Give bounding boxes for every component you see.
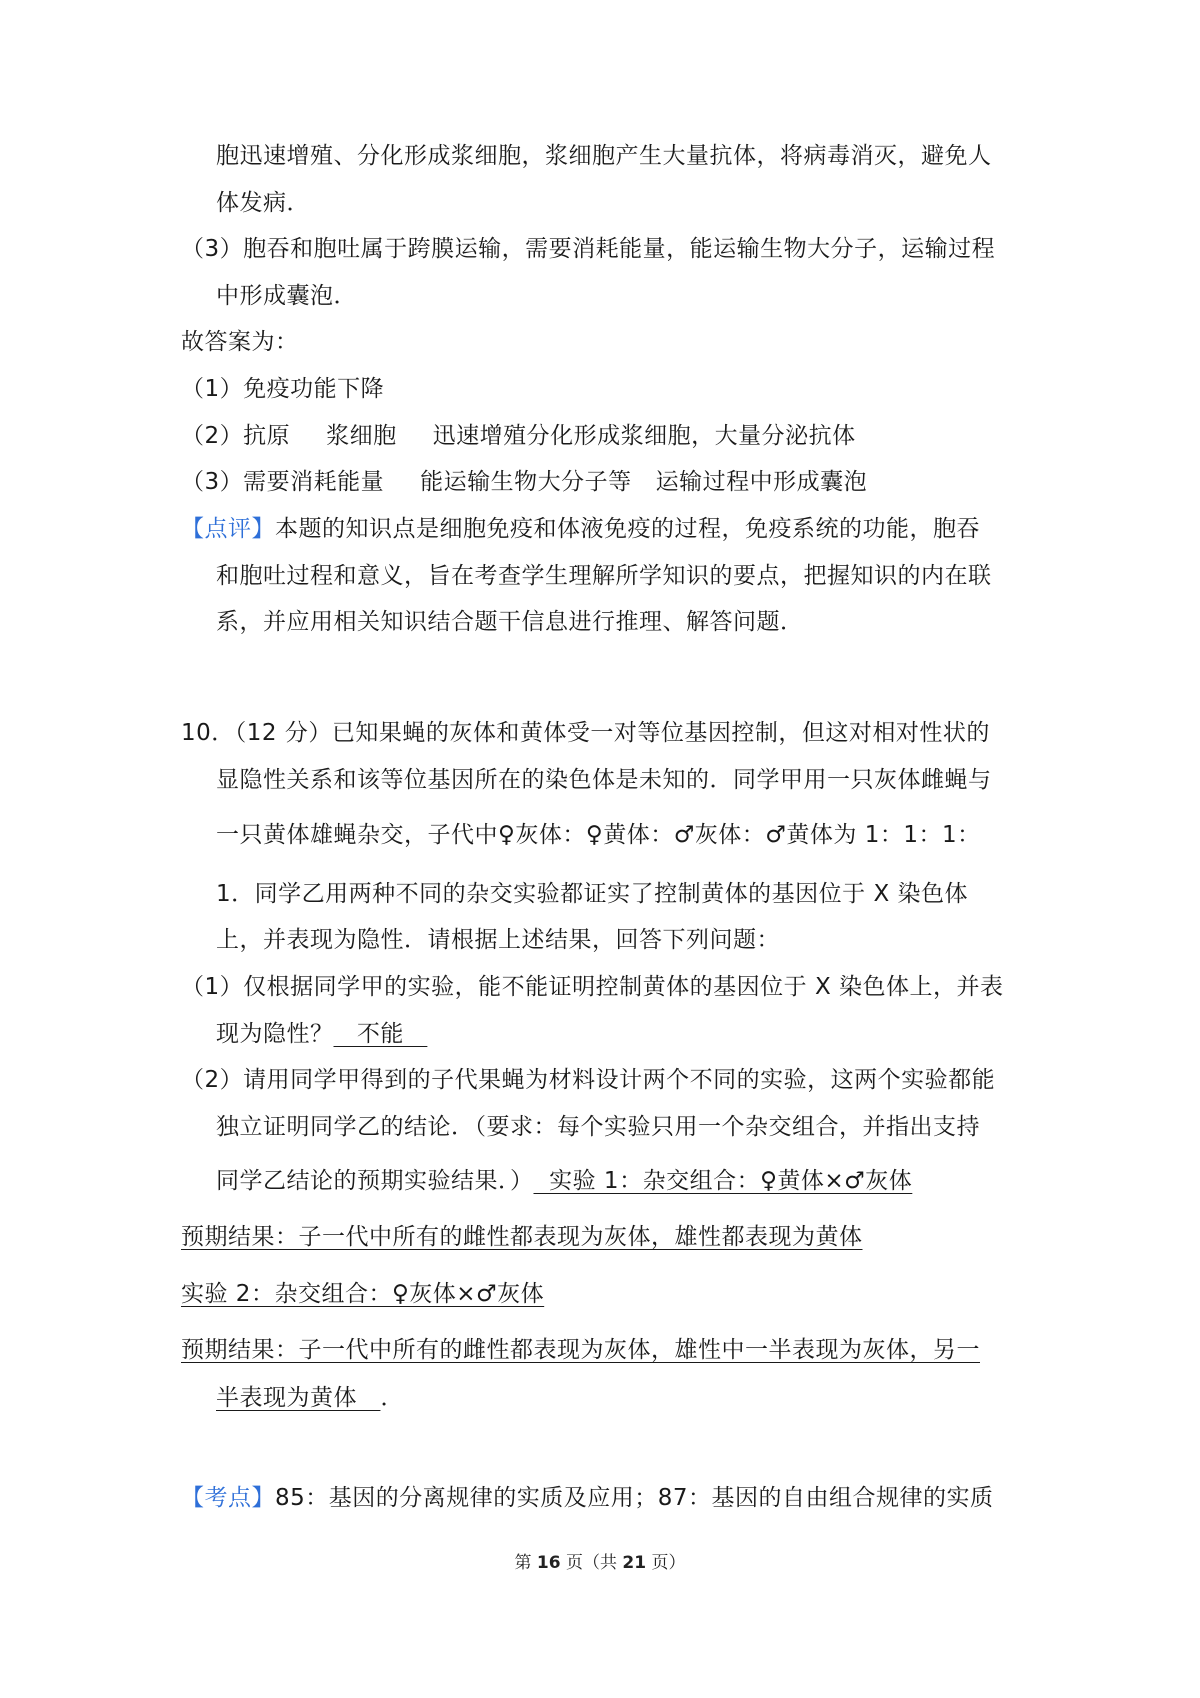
answer-part: （3）需要消耗能量 bbox=[181, 469, 385, 495]
text-line bbox=[216, 1019, 427, 1049]
filled-answer: 预期结果：子一代中所有的雌性都表现为灰体，雄性都表现为黄体 bbox=[181, 1224, 863, 1250]
total-page-number: 21 bbox=[622, 1553, 647, 1573]
question-title: 10．（12 分）已知果蝇的灰体和黄体受一对等位基因控制，但这对相对性状的 bbox=[181, 720, 990, 746]
knowledge-tag: 【考点】 bbox=[181, 1485, 275, 1511]
answer-part: （2）抗原 bbox=[181, 423, 291, 449]
text-line: 一只黄体雄蝇杂交，子代中♀灰体：♀黄体：♂灰体：♂黄体为 1：1：1： bbox=[216, 822, 981, 848]
filled-answer: 实验 1：杂交组合：♀黄体×♂灰体 bbox=[533, 1168, 913, 1194]
footer-suffix: 页） bbox=[646, 1553, 686, 1573]
page-footer bbox=[0, 1551, 1200, 1575]
answer-line: （1）免疫功能下降 bbox=[181, 376, 385, 402]
text-line: 体发病． bbox=[216, 190, 310, 216]
answer-part: 迅速增殖分化形成浆细胞，大量分泌抗体 bbox=[432, 423, 856, 449]
answer-part: 浆细胞 bbox=[326, 423, 397, 449]
question-text: 同学乙结论的预期实验结果．） bbox=[216, 1168, 534, 1194]
comment-line bbox=[181, 514, 980, 544]
text-line: 系，并应用相关知识结合题干信息进行推理、解答问题． bbox=[216, 609, 804, 635]
text-line: 和胞吐过程和意义，旨在考查学生理解所学知识的要点，把握知识的内在联 bbox=[216, 563, 992, 589]
answer-line bbox=[181, 421, 856, 451]
filled-answer: 半表现为黄体 bbox=[216, 1385, 381, 1411]
text-line: 故答案为： bbox=[181, 329, 299, 355]
comment-tag: 【点评】 bbox=[181, 516, 275, 542]
text-line: （3）胞吞和胞吐属于跨膜运输，需要消耗能量，能运输生物大分子，运输过程 bbox=[181, 236, 996, 262]
filled-answer: 不能 bbox=[333, 1021, 428, 1047]
text-line: 独立证明同学乙的结论．（要求：每个实验只用一个杂交组合，并指出支持 bbox=[216, 1114, 980, 1140]
footer-middle: 页（共 bbox=[560, 1553, 623, 1573]
text-line: 显隐性关系和该等位基因所在的染色体是未知的．同学甲用一只灰体雌蝇与 bbox=[216, 767, 992, 793]
filled-answer: 预期结果：子一代中所有的雌性都表现为灰体，雄性中一半表现为灰体，另一 bbox=[181, 1337, 980, 1363]
question-text: 现为隐性？ bbox=[216, 1021, 334, 1047]
text-line: 上，并表现为隐性．请根据上述结果，回答下列问题： bbox=[216, 927, 780, 953]
punctuation: ． bbox=[380, 1385, 404, 1411]
filled-answer: 实验 2：杂交组合：♀灰体×♂灰体 bbox=[181, 1281, 545, 1307]
text-line: 1．同学乙用两种不同的杂交实验都证实了控制黄体的基因位于 X 染色体 bbox=[216, 881, 969, 907]
answer-part: 运输过程中形成囊泡 bbox=[655, 469, 868, 495]
knowledge-text: 85：基因的分离规律的实质及应用；87：基因的自由组合规律的实质 bbox=[275, 1485, 994, 1511]
text-line: （2）请用同学甲得到的子代果蝇为材料设计两个不同的实验，这两个实验都能 bbox=[181, 1067, 996, 1093]
text-line bbox=[216, 1166, 912, 1196]
text-line bbox=[216, 1383, 404, 1413]
answer-part: 能运输生物大分子等 bbox=[420, 469, 632, 495]
knowledge-point-line bbox=[181, 1483, 994, 1513]
footer-prefix: 第 bbox=[514, 1553, 537, 1573]
text-line: 胞迅速增殖、分化形成浆细胞，浆细胞产生大量抗体，将病毒消灭，避免人 bbox=[216, 143, 992, 169]
current-page-number: 16 bbox=[536, 1553, 561, 1573]
text-line: 中形成囊泡． bbox=[216, 283, 357, 309]
comment-text: 本题的知识点是细胞免疫和体液免疫的过程，免疫系统的功能，胞吞 bbox=[275, 516, 980, 542]
text-line: （1）仅根据同学甲的实验，能不能证明控制黄体的基因位于 X 染色体上，并表 bbox=[181, 974, 1004, 1000]
answer-line bbox=[181, 467, 867, 497]
